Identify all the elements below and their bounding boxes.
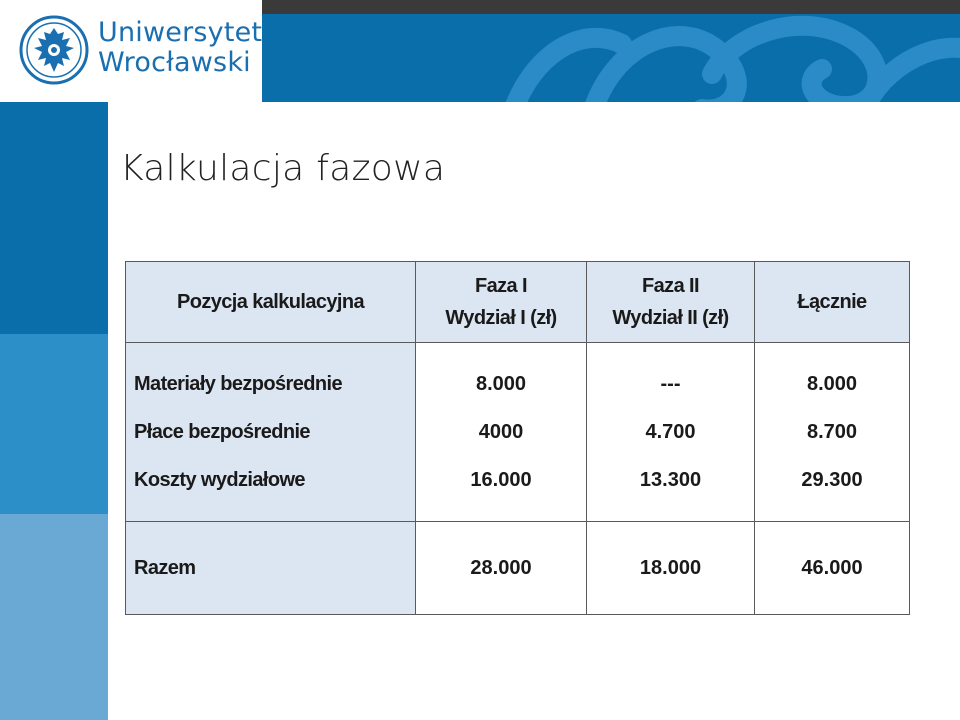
- sidebar-block-light: [0, 514, 108, 720]
- header-banner: [262, 14, 960, 102]
- banner-swirl-decoration: [262, 14, 960, 102]
- top-dark-bar: [262, 0, 960, 14]
- cost-calculation-table: [125, 261, 910, 615]
- slide-title: Kalkulacja fazowa: [120, 148, 446, 189]
- table-cell: 4.700: [645, 421, 696, 443]
- total-faza-2: 18.000: [587, 522, 755, 615]
- table-cell: 8.000: [806, 373, 858, 395]
- table-cell: 13.300: [639, 469, 702, 491]
- table-row-label: Materiały bezpośrednie: [134, 373, 342, 395]
- table-row-label: Płace bezpośrednie: [134, 421, 310, 443]
- table-header-row: [126, 262, 910, 343]
- header-lacznie: Łącznie: [755, 262, 910, 343]
- header-pozycja: Pozycja kalkulacyjna: [126, 262, 416, 343]
- sidebar-block-mid: [0, 334, 108, 514]
- total-lacznie: 46.000: [755, 522, 910, 615]
- table-body-row: [126, 343, 910, 522]
- total-faza-1: 28.000: [416, 522, 587, 615]
- table-total-row: [126, 522, 910, 615]
- logo-line-1: Uniwersytet: [98, 17, 263, 48]
- faza-1-values-cell: [416, 343, 587, 522]
- university-name: [98, 18, 262, 78]
- header-faza-1: Faza I Wydział I (zł): [416, 262, 587, 343]
- total-label: Razem: [126, 522, 416, 615]
- table-row-label: Koszty wydziałowe: [134, 469, 305, 491]
- table-cell: 8.000: [475, 373, 527, 395]
- sidebar-block-dark: [0, 102, 108, 334]
- table-cell: 16.000: [470, 469, 532, 491]
- row-labels-cell: [126, 343, 416, 522]
- table-cell: 8.700: [806, 421, 858, 443]
- table-cell: 29.300: [801, 469, 863, 491]
- table-cell: ---: [660, 373, 681, 395]
- logo-line-2: Wrocławski: [98, 47, 251, 78]
- header-faza-2: Faza II Wydział II (zł): [587, 262, 755, 343]
- faza-2-values-cell: [587, 343, 755, 522]
- left-color-sidebar: [0, 102, 108, 720]
- university-crest-icon: [18, 14, 90, 86]
- lacznie-values-cell: [755, 343, 910, 522]
- university-logo[interactable]: [0, 0, 262, 102]
- table-cell: 4000: [478, 421, 524, 443]
